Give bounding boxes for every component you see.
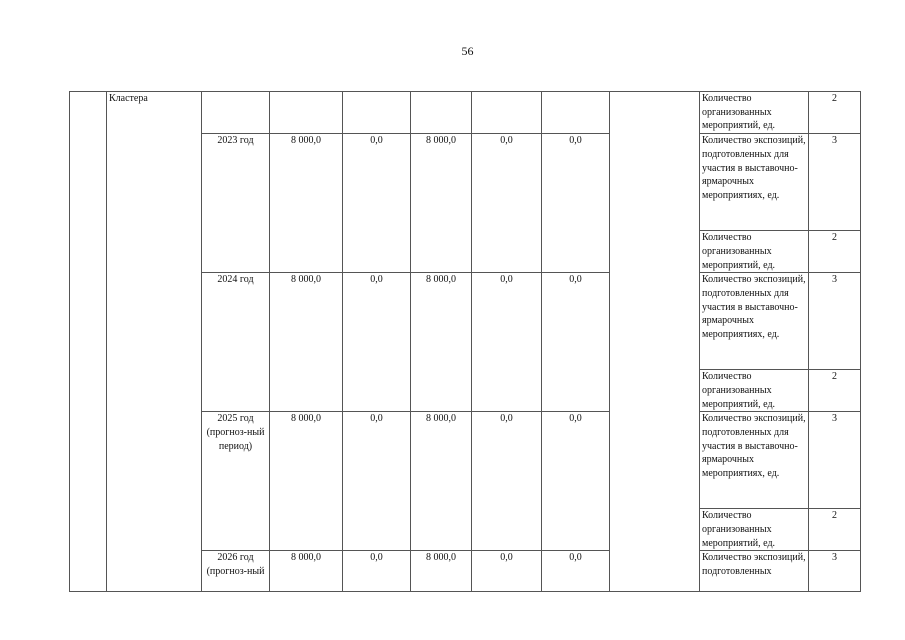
- indicator-value: 3: [809, 412, 861, 509]
- indicator-value: 2: [809, 370, 861, 412]
- municipal-cell: [472, 92, 542, 134]
- page-number: 56: [461, 44, 474, 58]
- indicator-text: Количество экспозиций, подготовленных: [700, 551, 809, 592]
- indicator-text: Количество организованных мероприятий, ед.: [700, 509, 809, 551]
- regional-value: 8 000,0: [411, 134, 472, 273]
- year-cell: [202, 92, 270, 134]
- table-row: [70, 92, 861, 134]
- year-label: 2025 год (прогноз-ный период): [202, 412, 270, 551]
- municipal-value: 0,0: [472, 134, 542, 273]
- executor-cell: [610, 92, 700, 592]
- indicator-value: 2: [809, 509, 861, 551]
- extrabudget-cell: [542, 92, 610, 134]
- federal-value: 0,0: [343, 412, 411, 551]
- total-value: 8 000,0: [270, 412, 343, 551]
- indicator-text: Количество организованных мероприятий, ед.: [700, 92, 809, 134]
- regional-value: 8 000,0: [411, 551, 472, 592]
- indicator-text: Количество экспозиций, подготовленных для участия в выставочно-ярмарочных мероприятиях, ед.: [700, 273, 809, 370]
- indicator-value: 3: [809, 551, 861, 592]
- cluster-name-cell: Кластера: [107, 92, 202, 592]
- year-label: 2024 год: [202, 273, 270, 412]
- federal-cell: [343, 92, 411, 134]
- extrabudget-value: 0,0: [542, 273, 610, 412]
- number-cell: [70, 92, 107, 592]
- budget-table: [69, 91, 861, 592]
- indicator-text: Количество экспозиций, подготовленных для участия в выставочно-ярмарочных мероприятиях, ед.: [700, 134, 809, 231]
- federal-value: 0,0: [343, 551, 411, 592]
- indicator-value: 3: [809, 134, 861, 231]
- indicator-value: 3: [809, 273, 861, 370]
- municipal-value: 0,0: [472, 273, 542, 412]
- indicator-text: Количество экспозиций, подготовленных для участия в выставочно-ярмарочных мероприятиях, ед.: [700, 412, 809, 509]
- extrabudget-value: 0,0: [542, 134, 610, 273]
- indicator-value: 2: [809, 92, 861, 134]
- federal-value: 0,0: [343, 134, 411, 273]
- federal-value: 0,0: [343, 273, 411, 412]
- municipal-value: 0,0: [472, 412, 542, 551]
- indicator-text: Количество организованных мероприятий, ед.: [700, 370, 809, 412]
- year-label: 2026 год (прогноз-ный: [202, 551, 270, 592]
- total-value: 8 000,0: [270, 134, 343, 273]
- indicator-value: 2: [809, 231, 861, 273]
- year-label: 2023 год: [202, 134, 270, 273]
- total-cell: [270, 92, 343, 134]
- extrabudget-value: 0,0: [542, 551, 610, 592]
- indicator-text: Количество организованных мероприятий, ед.: [700, 231, 809, 273]
- municipal-value: 0,0: [472, 551, 542, 592]
- regional-cell: [411, 92, 472, 134]
- total-value: 8 000,0: [270, 551, 343, 592]
- regional-value: 8 000,0: [411, 412, 472, 551]
- regional-value: 8 000,0: [411, 273, 472, 412]
- extrabudget-value: 0,0: [542, 412, 610, 551]
- total-value: 8 000,0: [270, 273, 343, 412]
